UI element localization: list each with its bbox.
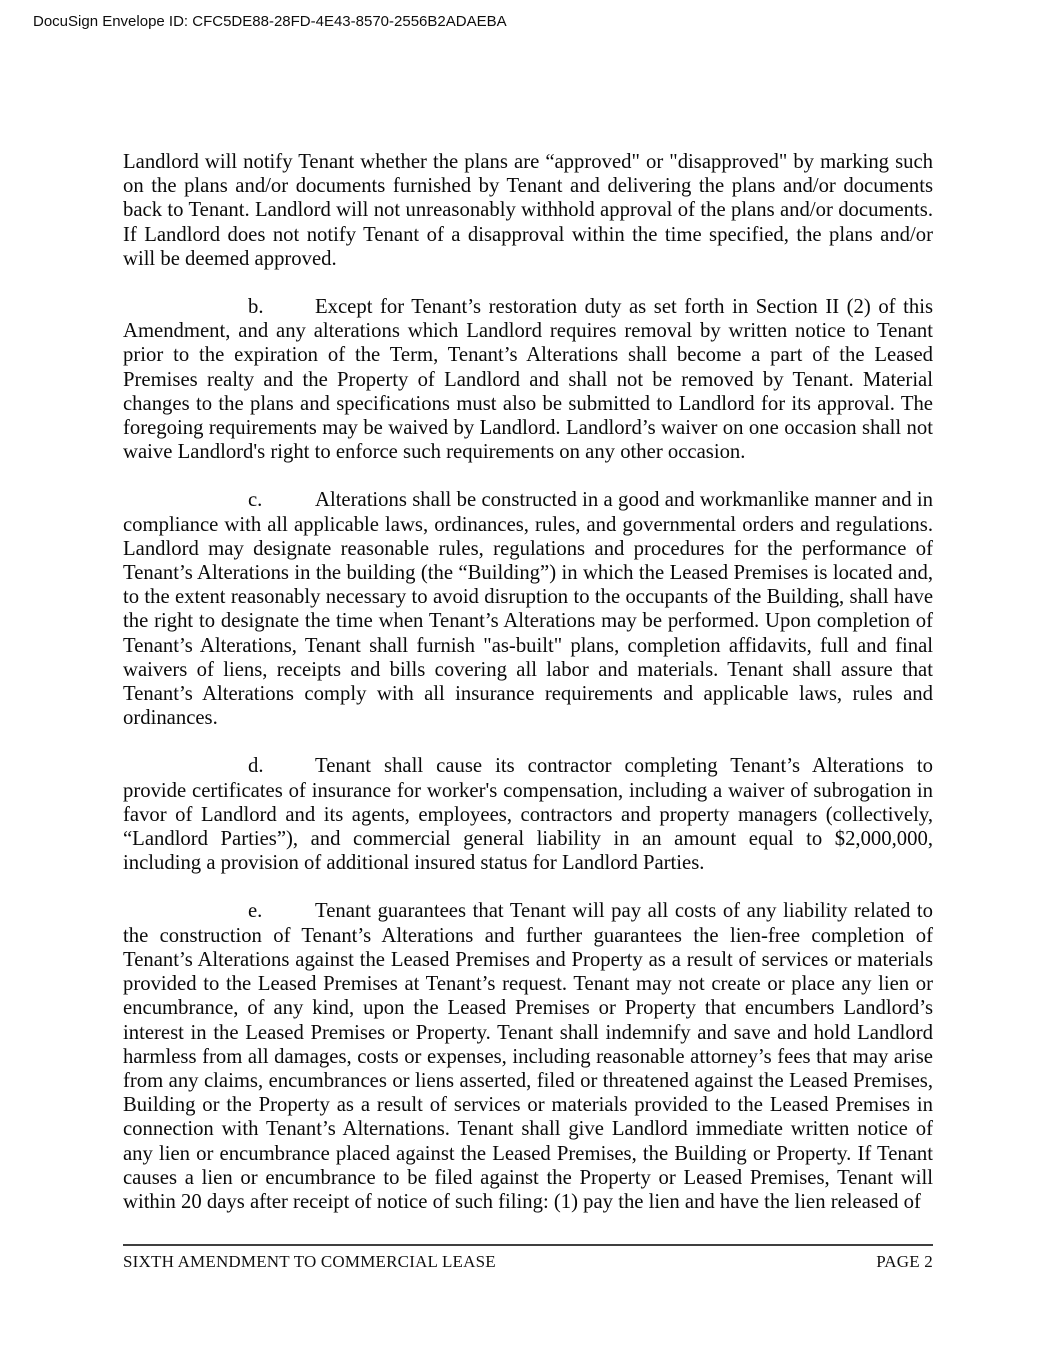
paragraph-c-text: Alterations shall be constructed in a good and workmanlike manner and in compliance with all applicable laws, ordinances, rules, and governmental orders and regulations. Landlord may designate reasonable rules, regulations and procedures for the performance of Tenant’s Alterations in the building (the “Building”) in which the Leased Premises is located and, to the extent reasonably necessary to avoid disruption to the occupants of the Building, shall have the right to designate the time when Tenant’s Alterations may be performed. Upon completion of Tenant’s Alterations, Tenant shall furnish "as-built" plans, completion affidavits, full and final waivers of liens, receipts and bills covering all labor and materials. Tenant shall assure that Tenant’s Alterations comply with all insurance requirements and applicable laws, rules and ordinances. [123,489,933,730]
paragraph-d-letter: d. [248,755,264,778]
paragraph-c [123,488,933,730]
paragraph-d-text: Tenant shall cause its contractor completing Tenant’s Alterations to provide certificates of insurance for worker's compensation, including a waiver of subrogation in favor of Landlord and its agents, employees, contractors and property managers (collectively, “Landlord Parties”), and commercial general liability in an amount equal to $2,000,000, including a provision of additional insured status for Landlord Parties. [123,755,933,875]
paragraph-e-text: Tenant guarantees that Tenant will pay all costs of any liability related to the construction of Tenant’s Alterations and further guarantees the lien-free completion of Tenant’s Alterations against the Leased Premises and Property as a result of services or materials provided to the Leased Premises at Tenant’s request. Tenant may not create or place any lien or encumbrance, of any kind, upon the Leased Premises or Property that encumbers Landlord’s interest in the Leased Premises or Property. Tenant shall indemnify and save and hold Landlord harmless from all damages, costs or expenses, including reasonable attorney’s fees that may arise from any claims, encumbrances or liens asserted, filed or threatened against the Leased Premises, Building or the Property as a result of services or materials provided to the Leased Premises in connection with Tenant’s Alternations. Tenant shall give Landlord immediate written notice of any lien or encumbrance placed against the Leased Premises, the Building or Property. If Tenant causes a lien or encumbrance to be filed against the Property or Leased Premises, Tenant will within 20 days after receipt of notice of such filing: (1) pay the lien and have the lien released of [123,900,933,1213]
paragraph-b-text: Except for Tenant’s restoration duty as set forth in Section II (2) of this Amendment, and any alterations which Landlord requires removal by written notice to Tenant prior to the expiration of the Term, Tenant’s Alterations shall become a part of the Leased Premises realty and the Property of Landlord and shall not be removed by Tenant. Material changes to the plans and specifications must also be submitted to Landlord for its approval. The foregoing requirements may be waived by Landlord. Landlord’s waiver on one occasion shall not waive Landlord's right to enforce such requirements on any other occasion. [123,296,933,464]
footer-document-title: SIXTH AMENDMENT TO COMMERCIAL LEASE [123,1252,496,1271]
paragraph-d [123,754,933,875]
page-footer [123,1244,933,1272]
paragraph-b [123,295,933,464]
docusign-envelope-id: DocuSign Envelope ID: CFC5DE88-28FD-4E43-8570-2556B2ADAEBA [33,13,507,30]
document-body [123,150,933,1238]
footer-page-number: PAGE 2 [876,1252,933,1271]
paragraph-intro: Landlord will notify Tenant whether the plans are “approved" or "disapproved" by marking such on the plans and/or documents furnished by Tenant and delivering the plans and/or documents back to Tenant. Landlord will not unreasonably withhold approval of the plans and/or documents. If Landlord does not notify Tenant of a disapproval within the time specified, the plans and/or will be deemed approved. [123,151,933,270]
paragraph-c-letter: c. [248,489,263,512]
paragraph-b-letter: b. [248,296,264,319]
paragraph-e-letter: e. [248,900,263,923]
paragraph-e [123,899,933,1214]
